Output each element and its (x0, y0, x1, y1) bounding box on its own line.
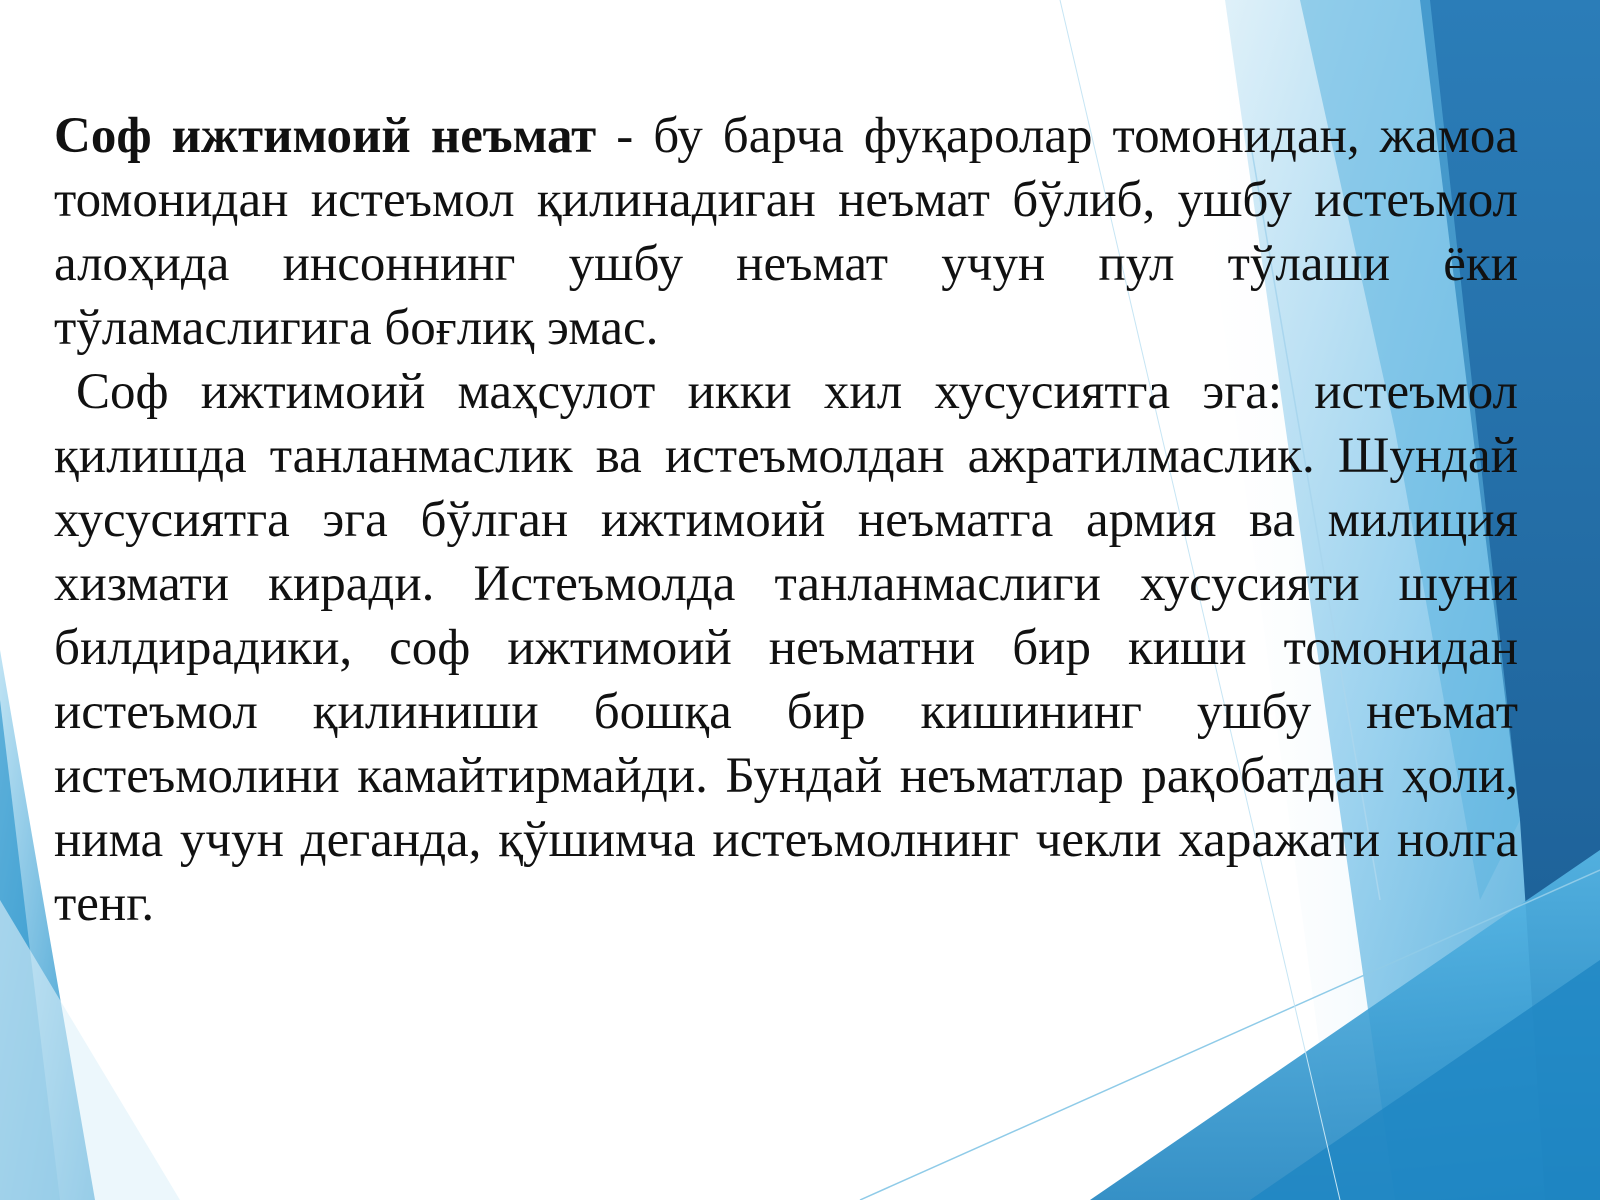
slide-body-text (54, 104, 1518, 936)
term-heading: Соф ижтимоий неъмат (54, 108, 597, 164)
left-wash-shape (0, 900, 180, 1200)
paragraph-definition (54, 104, 1518, 360)
definition-text: - бу барча фуқаролар томонидан, жамоа томонидан истеъмол қилинадиган неъмат бўлиб, ушбу истеъмол алоҳида инсоннинг ушбу неъмат учун пул тўлаши ёки тўламаслигига боғлиқ эмас. (54, 108, 1518, 356)
properties-text: Соф ижтимоий маҳсулот икки хил хусусиятга эга: истеъмол қилишда танланмаслик ва истеъмолдан ажратилмаслик. Шундай хусусиятга эга бўлган ижтимоий неъматга армия ва милиция хизмати киради. Истеъмолда танланмаслиги хусусияти шуни билдирадики, соф ижтимоий неъматни бир киши томонидан истеъмол қилиниши бошқа бир кишининг ушбу неъмат истеъмолини камайтирмайди. Бундай неъматлар рақобатдан ҳоли, нима учун деганда, қўшимча истеъмолнинг чекли харажати нолга тенг. (54, 364, 1518, 932)
paragraph-properties (54, 360, 1518, 936)
